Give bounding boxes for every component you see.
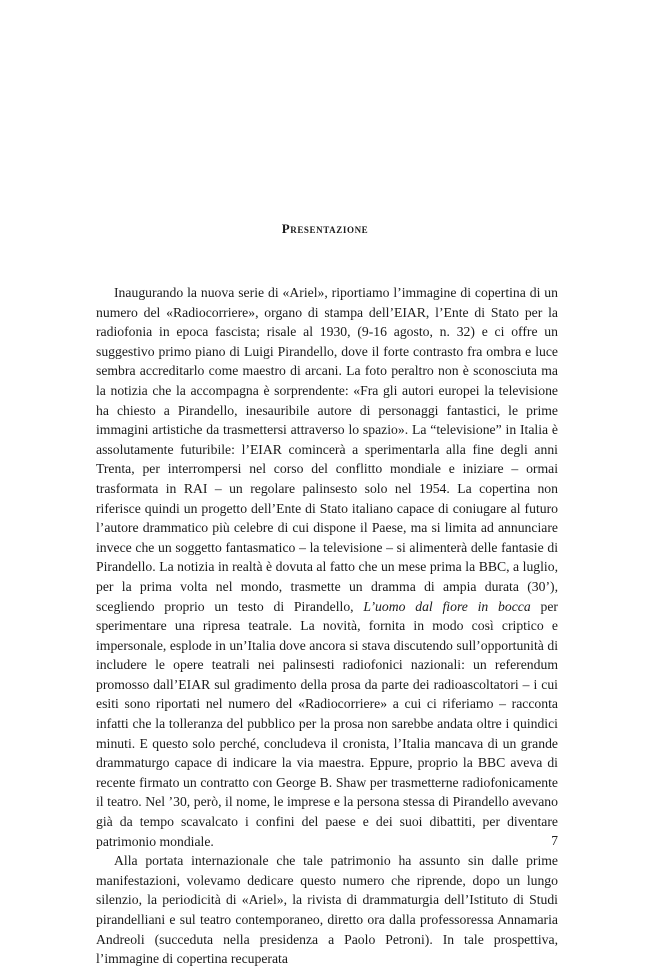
paragraph-2: Alla portata internazionale che tale patrimonio ha assunto sin dalle prime manifestazioni, volevamo dedicare questo numero che riprende, dopo un lungo silenzio, la periodicità di «Ariel», la rivista di drammaturgia dell’Istituto di Studi pirandelliani e sul teatro contemporaneo, diretto ora dalla professoressa Annamaria Andreoli (succeduta nella presidenza a Paolo Petroni). In tale prospettiva, l’immagine di copertina recuperata [96,853,558,967]
paragraph-1-start: Inaugurando la nuova serie di «Ariel», riportiamo l’immagine di copertina di un numero del «Radiocorriere», organo di stampa dell’EIAR, l’Ente di Stato per la radiofonia in epoca fascista; risale al 1930, (9-16 agosto, n. 32) e ci offre un suggestivo primo piano di Luigi Pirandello, dove il forte contrasto fra ombra e luce sembra accreditarlo come maestro di arcani. La foto peraltro non è sconosciuta ma la notizia che la accompagna è sorprendente: «Fra gli autori europei la televisione ha chiesto a Pirandello, inesauribile autore di personaggi fantastici, le prime immagini artistiche da trasmettersi attraverso lo spazio». La “televisione” in Italia è assolutamente futuribile: l’EIAR comincerà a sperimentarla alla fine degli anni Trenta, per interrompersi nel corso del conflitto mondiale e iniziare – ormai trasformata in RAI – un regolare palinsesto solo nel 1954. La copertina non riferisce quindi un progetto dell’Ente di Stato italiano capace di coniugare al futuro l’autore drammatico più celebre di cui dispone il Paese, ma si limita ad annunciare invece che un soggetto fantasmatico – la televisione – si alimenterà delle fantasie di Pirandello. La notizia in realtà è dovuta al fatto che un mese prima la BBC, a luglio, per la prima volta nel mondo, trasmette un dramma di ampia durata (30’), scegliendo proprio un testo di Pirandello, [96,285,558,614]
page-title: Presentazione [281,221,369,236]
paragraph-1 [96,283,558,851]
page-number: 7 [551,833,558,848]
body-text [96,283,558,969]
paragraph-1-end: per sperimentare una ripresa teatrale. La novità, fornita in modo così criptico e impersonale, esplode in un’Italia dove ancora si stava discutendo sull’opportunità di includere le opere teatrali nei palinsesti radiofonici nazionali: un referendum promosso dall’EIAR sul gradimento della prosa da parte dei radioascoltatori – i cui esiti sono riportati nel numero del «Radiocorriere» a cui ci riferiamo – racconta infatti che la tolleranza del pubblico per la prosa non sarebbe andata oltre i quindici minuti. E questo solo perché, concludeva il cronista, l’Italia mancava di un grande drammaturgo capace di indicare la via maestra. Eppure, proprio la BBC aveva di recente firmato un contratto con George B. Shaw per trasmetterne radiofonicamente il teatro. Nel ’30, però, il nome, le imprese e la persona stessa di Pirandello avevano già da tempo scavalcato i confini del paese e dei suoi dibattiti, per diventare patrimonio mondiale. [96,598,558,849]
italic-work-title: L’uomo dal fiore in bocca [363,598,531,614]
